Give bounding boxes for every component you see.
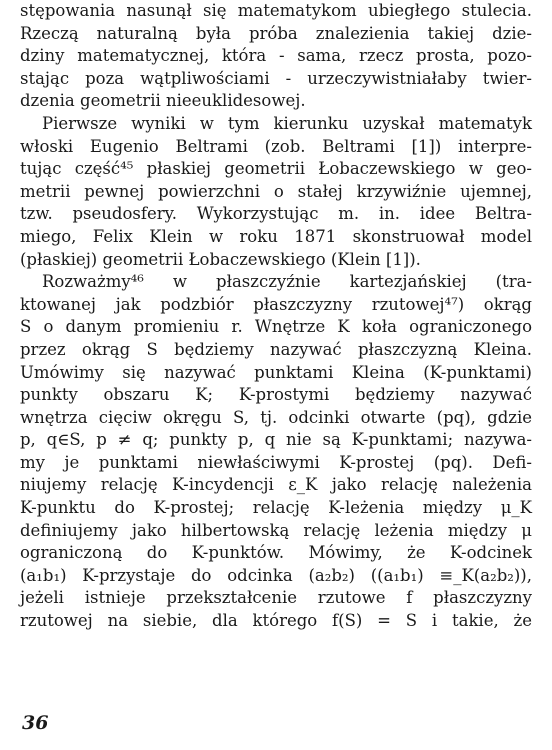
text-line: włoski Eugenio Beltrami (zob. Beltrami [1]) interpre- bbox=[20, 136, 532, 156]
text-line: ktowanej jak podzbiór płaszczyzny rzutowej⁴⁷) okrąg bbox=[20, 294, 532, 314]
text-line: S o danym promieniu r. Wnętrze K koła ograniczonego bbox=[20, 317, 532, 337]
text-line: tując część⁴⁵ płaskiej geometrii Łobaczewskiego w geo- bbox=[20, 159, 532, 179]
text-line: Umówimy się nazywać punktami Kleina (K-punktami) bbox=[20, 362, 532, 382]
text-line: metrii pewnej powierzchni o stałej krzywiźnie ujemnej, bbox=[20, 181, 532, 201]
text-line: p, q∈S, p ≠ q; punkty p, q nie są K-punktami; nazywa- bbox=[20, 430, 532, 450]
text-line: Rozważmy⁴⁶ w płaszczyźnie kartezjańskiej (tra- bbox=[42, 272, 532, 292]
text-line: K-punktu do K-prostej; relację K-leżenia między μ_K bbox=[20, 498, 532, 518]
text-line: dzenia geometrii nieeuklidesowej. bbox=[20, 91, 306, 111]
text-line: tzw. pseudosfery. Wykorzystując m. in. idee Beltra- bbox=[20, 204, 532, 224]
text-line: my je punktami niewłaściwymi K-prostej (pq). Defi- bbox=[20, 452, 532, 472]
text-line: (płaskiej) geometrii Łobaczewskiego (Klein [1]). bbox=[20, 249, 421, 269]
text-line: punkty obszaru K; K-prostymi będziemy nazywać bbox=[20, 385, 532, 405]
text-line: jeżeli istnieje przekształcenie rzutowe f płaszczyzny bbox=[20, 588, 532, 608]
page-number: 36 bbox=[22, 712, 49, 734]
text-line: wnętrza cięciw okręgu S, tj. odcinki otwarte (pq), gdzie bbox=[20, 407, 532, 427]
text-line: ograniczoną do K-punktów. Mówimy, że K-odcinek bbox=[20, 543, 532, 563]
text-line: Rzeczą naturalną była próba znalezienia takiej dzie- bbox=[20, 23, 532, 43]
text-line: miego, Felix Klein w roku 1871 skonstruował model bbox=[20, 226, 532, 246]
text-line: niujemy relację K-incydencji ε_K jako relację należenia bbox=[20, 475, 532, 495]
text-line: stępowania nasunął się matematykom ubiegłego stulecia. bbox=[20, 1, 532, 20]
text-line: (a₁b₁) K-przystaje do odcinka (a₂b₂) ((a₁b₁) ≡_K(a₂b₂)), bbox=[20, 565, 532, 585]
text-line: Pierwsze wyniki w tym kierunku uzyskał matematyk bbox=[42, 113, 532, 133]
text-line: definiujemy jako hilbertowską relację leżenia między μ bbox=[20, 520, 532, 540]
text-line: dziny matematycznej, która - sama, rzecz prosta, pozo- bbox=[20, 46, 532, 66]
body-text bbox=[20, 0, 532, 633]
text-line: rzutowej na siebie, dla którego f(S) = S i takie, że bbox=[20, 611, 532, 631]
text-line: przez okrąg S będziemy nazywać płaszczyzną Kleina. bbox=[20, 339, 532, 359]
text-line: stając poza wątpliwościami - urzeczywistniałaby twier- bbox=[20, 68, 532, 88]
